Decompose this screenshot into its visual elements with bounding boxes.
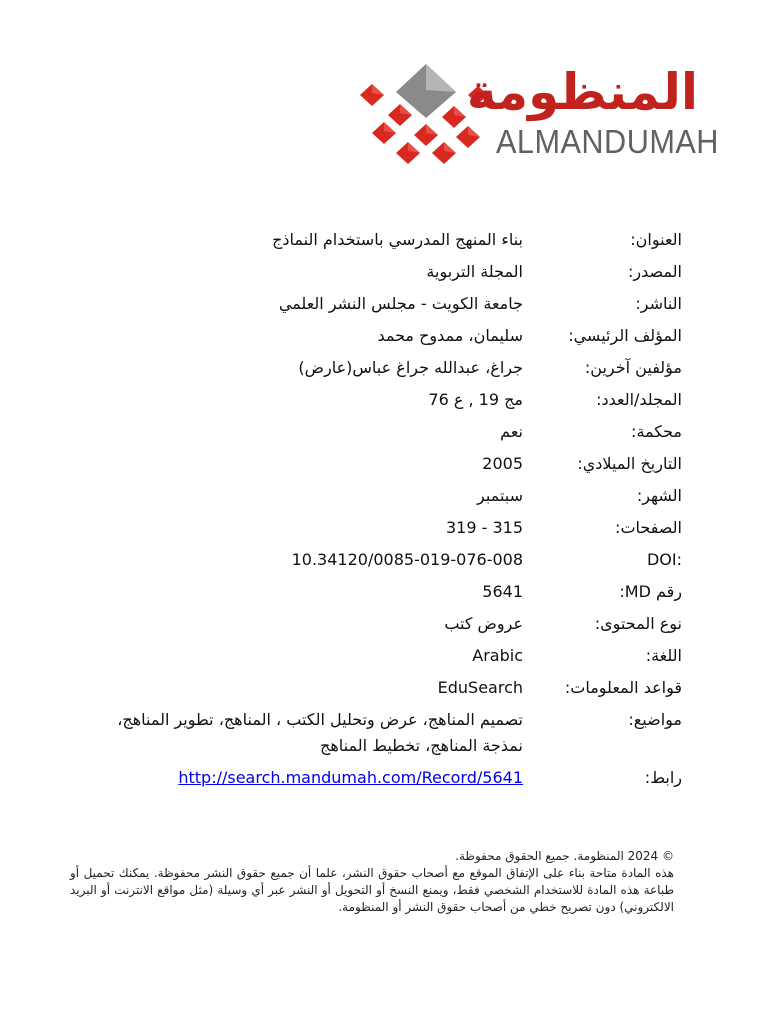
brand-name-latin: ALMANDUMAH <box>496 123 719 160</box>
field-label: الناشر: <box>635 294 682 313</box>
record-row-source <box>100 259 682 285</box>
field-value-pages: 315 - 319 <box>445 518 523 537</box>
record-row-md-number <box>100 579 682 605</box>
field-label: نوع المحتوى: <box>594 614 682 633</box>
field-value-language: Arabic <box>472 646 523 665</box>
record-row-main-author <box>100 323 682 349</box>
field-label: رقم MD: <box>619 582 682 601</box>
field-value-doi: 10.34120/0085-019-076-008 <box>291 550 523 569</box>
field-value-source: المجلة التربوية <box>426 262 523 281</box>
field-label: المؤلف الرئيسي: <box>568 326 682 345</box>
record-row-database <box>100 675 682 701</box>
field-value-volume-issue: مج 19 , ع 76 <box>428 390 523 409</box>
copyright-line: © 2024 المنظومة. جميع الحقوق محفوظة. <box>455 849 674 863</box>
header-logo <box>0 0 768 200</box>
record-row-other-authors <box>100 355 682 381</box>
record-row-content-type <box>100 611 682 637</box>
record-row-month <box>100 483 682 509</box>
record-row-doi <box>100 547 682 573</box>
field-label: محكمة: <box>631 422 682 441</box>
field-label: اللغة: <box>645 646 682 665</box>
record-row-volume-issue <box>100 387 682 413</box>
record-metadata <box>100 227 682 797</box>
copyright-footer <box>70 848 674 916</box>
field-value-refereed: نعم <box>500 422 523 441</box>
record-link[interactable]: http://search.mandumah.com/Record/5641 <box>178 768 523 787</box>
record-row-publisher <box>100 291 682 317</box>
field-label: المصدر: <box>628 262 682 281</box>
field-value-database: EduSearch <box>437 678 523 697</box>
record-row-subjects <box>100 707 682 759</box>
record-row-language <box>100 643 682 669</box>
field-value-subjects: تصميم المناهج، عرض وتحليل الكتب ، المناهج، تطوير المناهج، نمذجة المناهج، تخطيط المناهج <box>117 710 523 755</box>
field-label: قواعد المعلومات: <box>564 678 682 697</box>
record-row-title <box>100 227 682 253</box>
record-row-link <box>100 765 682 791</box>
field-label: العنوان: <box>630 230 682 249</box>
field-value-main-author: سليمان، ممدوح محمد <box>377 326 523 345</box>
field-value-content-type: عروض كتب <box>444 614 523 633</box>
field-value-title: بناء المنهج المدرسي باستخدام النماذج <box>272 230 523 249</box>
field-label: التاريخ الميلادي: <box>577 454 682 473</box>
field-value-month: سبتمبر <box>477 486 523 505</box>
record-row-year <box>100 451 682 477</box>
field-value-publisher: جامعة الكويت - مجلس النشر العلمي <box>278 294 523 313</box>
field-label: المجلد/العدد: <box>596 390 682 409</box>
brand-name-arabic: المنظومة <box>466 63 698 121</box>
field-label: مواضيع: <box>628 710 682 729</box>
field-value-year: 2005 <box>482 454 523 473</box>
field-label: DOI: <box>646 550 682 569</box>
field-label: الشهر: <box>636 486 682 505</box>
record-row-refereed <box>100 419 682 445</box>
usage-notice: هذه المادة متاحة بناء على الإتفاق الموقع مع أصحاب حقوق النشر، علما أن جميع حقوق النشر محفوظة. يمكنك تحميل أو طباعة هذه المادة للاستخدام الشخصي فقط، ويمنع النسخ أو التحويل أو النشر عبر أي وسيلة (مثل مواقع الانترنت أو البريد الالكتروني) دون تصريح خطي من أصحاب حقوق النشر أو المنظومة. <box>70 866 674 914</box>
field-label: مؤلفين آخرين: <box>584 358 682 377</box>
field-value-md-number: 5641 <box>482 582 523 601</box>
field-label: رابط: <box>644 768 682 787</box>
field-label: الصفحات: <box>615 518 682 537</box>
record-row-pages <box>100 515 682 541</box>
field-value-other-authors: جراغ، عبدالله جراغ عباس(عارض) <box>298 358 523 377</box>
